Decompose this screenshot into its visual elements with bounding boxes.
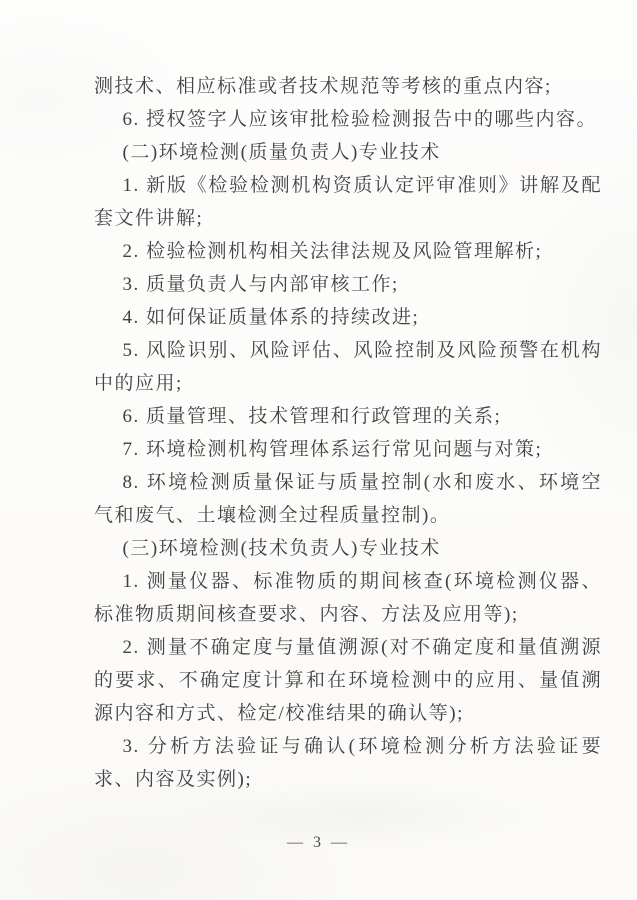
paragraph: 6. 质量管理、技术管理和行政管理的关系; <box>122 406 502 427</box>
paragraph: 2. 检验检测机构相关法律法规及风险管理解析; <box>122 241 543 262</box>
paragraph: (三)环境检测(技术负责人)专业技术 <box>122 538 441 559</box>
paragraph: 测技术、相应标准或者技术规范等考核的重点内容; <box>94 76 552 97</box>
paragraph: 1. 新版《检验检测机构资质认定评审准则》讲解及配套文件讲解; <box>94 175 602 229</box>
paragraph: 6. 授权签字人应该审批检验检测报告中的哪些内容。 <box>122 109 598 130</box>
paragraph: 2. 测量不确定度与量值溯源(对不确定度和量值溯源的要求、不确定度计算和在环境检测中的应用、量值溯源内容和方式、检定/校准结果的确认等); <box>94 637 602 724</box>
paragraph: (二)环境检测(质量负责人)专业技术 <box>122 142 441 163</box>
paragraph: 4. 如何保证质量体系的持续改进; <box>122 307 420 328</box>
paragraph: 1. 测量仪器、标准物质的期间核查(环境检测仪器、标准物质期间核查要求、内容、方法及应用等); <box>94 571 602 625</box>
paragraph: 5. 风险识别、风险评估、风险控制及风险预警在机构中的应用; <box>94 340 602 394</box>
paragraph: 8. 环境检测质量保证与质量控制(水和废水、环境空气和废气、土壤检测全过程质量控制)。 <box>94 472 602 526</box>
document-body <box>94 70 602 796</box>
paragraph: 3. 分析方法验证与确认(环境检测分析方法验证要求、内容及实例); <box>94 736 602 790</box>
paragraph: 3. 质量负责人与内部审核工作; <box>122 274 399 295</box>
page-number: — 3 — <box>287 834 350 851</box>
paragraph: 7. 环境检测机构管理体系运行常见问题与对策; <box>122 439 543 460</box>
